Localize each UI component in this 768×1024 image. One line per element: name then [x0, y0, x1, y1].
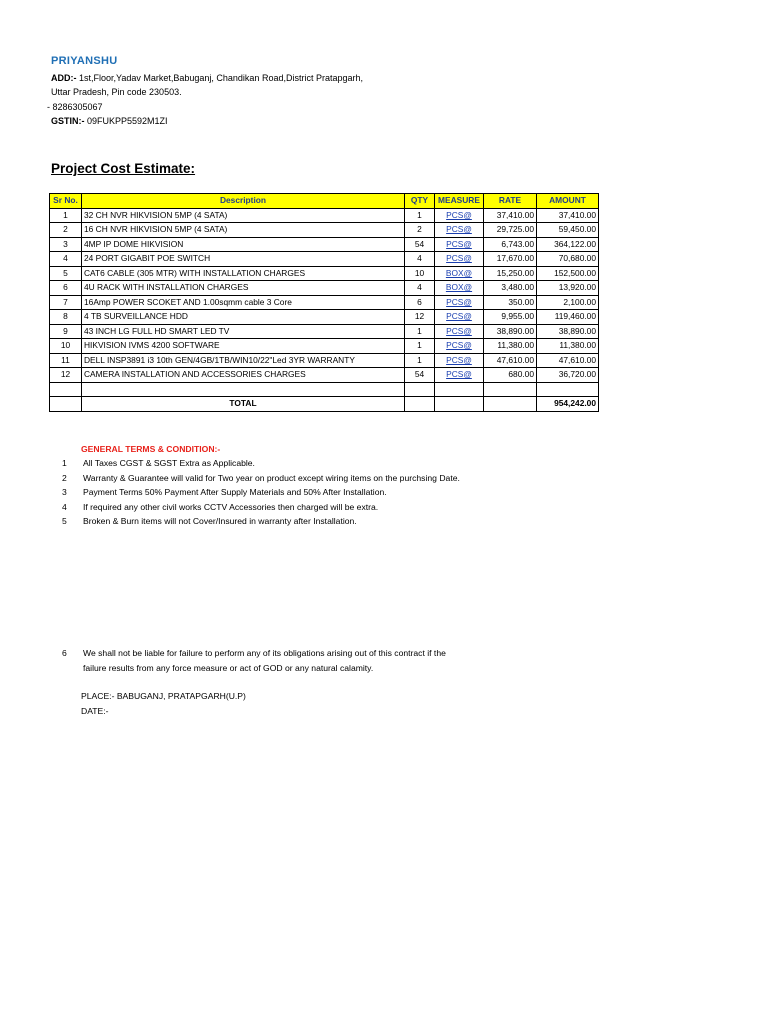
cell-sr: 8: [50, 310, 82, 325]
empty-cell: [435, 396, 484, 411]
cell-measure-link[interactable]: PCS@: [435, 339, 484, 354]
empty-cell: [484, 396, 537, 411]
cell-qty: 1: [405, 324, 435, 339]
cell-qty: 10: [405, 266, 435, 281]
column-header-sr: Sr No.: [50, 194, 82, 209]
column-header-amount: AMOUNT: [537, 194, 599, 209]
table-header-row: [50, 194, 599, 209]
table-row: [50, 324, 599, 339]
term-number: 6: [62, 648, 67, 658]
table-row: [50, 339, 599, 354]
cell-qty: 12: [405, 310, 435, 325]
cell-rate: 9,955.00: [484, 310, 537, 325]
date-line: DATE:-: [81, 706, 109, 716]
cell-rate: 38,890.00: [484, 324, 537, 339]
cell-measure-link[interactable]: BOX@: [435, 281, 484, 296]
cell-amount: 59,450.00: [537, 223, 599, 238]
empty-cell: [82, 382, 405, 396]
cell-measure-link[interactable]: PCS@: [435, 368, 484, 383]
cell-qty: 1: [405, 353, 435, 368]
table-row: [50, 223, 599, 238]
address-line-2: Uttar Pradesh, Pin code 230503.: [51, 87, 182, 97]
cell-sr: 3: [50, 237, 82, 252]
cell-sr: 6: [50, 281, 82, 296]
terms-title: GENERAL TERMS & CONDITION:-: [81, 444, 221, 454]
term-text: Payment Terms 50% Payment After Supply Materials and 50% After Installation.: [83, 487, 387, 497]
page-title: Project Cost Estimate:: [51, 161, 196, 176]
cell-qty: 54: [405, 237, 435, 252]
cell-rate: 15,250.00: [484, 266, 537, 281]
cell-qty: 4: [405, 281, 435, 296]
term-text: We shall not be liable for failure to perform any of its obligations arising out of this contract if the: [83, 648, 446, 658]
cell-qty: 4: [405, 252, 435, 267]
column-header-rate: RATE: [484, 194, 537, 209]
table-row: [50, 368, 599, 383]
total-label: TOTAL: [82, 396, 405, 411]
cell-sr: 11: [50, 353, 82, 368]
cell-measure-link[interactable]: PCS@: [435, 237, 484, 252]
term-number: 4: [62, 502, 67, 512]
cell-description: 16 CH NVR HIKVISION 5MP (4 SATA): [82, 223, 405, 238]
table-empty-row: [50, 382, 599, 396]
address-label: ADD:-: [51, 73, 77, 83]
empty-cell: [484, 382, 537, 396]
term-text-continued: failure results from any force measure or act of GOD or any natural calamity.: [83, 663, 374, 673]
cell-measure-link[interactable]: PCS@: [435, 353, 484, 368]
empty-cell: [435, 382, 484, 396]
cell-rate: 6,743.00: [484, 237, 537, 252]
term-text: Warranty & Guarantee will valid for Two year on product except wiring items on the purchsing Date.: [83, 473, 460, 483]
cell-sr: 5: [50, 266, 82, 281]
table-row: [50, 266, 599, 281]
cell-rate: 29,725.00: [484, 223, 537, 238]
empty-cell: [50, 396, 82, 411]
address-text-1: 1st,Floor,Yadav Market,Babuganj, Chandikan Road,District Pratapgarh,: [76, 73, 363, 83]
cell-description: 24 PORT GIGABIT POE SWITCH: [82, 252, 405, 267]
cell-qty: 2: [405, 223, 435, 238]
cell-rate: 17,670.00: [484, 252, 537, 267]
cell-measure-link[interactable]: PCS@: [435, 324, 484, 339]
column-header-qty: QTY: [405, 194, 435, 209]
table-row: [50, 310, 599, 325]
cell-description: CAMERA INSTALLATION AND ACCESSORIES CHARGES: [82, 368, 405, 383]
table-row: [50, 208, 599, 223]
cell-rate: 3,480.00: [484, 281, 537, 296]
term-number: 3: [62, 487, 67, 497]
term-text: If required any other civil works CCTV Accessories then charged will be extra.: [83, 502, 379, 512]
cell-amount: 47,610.00: [537, 353, 599, 368]
empty-cell: [405, 396, 435, 411]
gstin-value: 09FUKPP5592M1ZI: [84, 116, 168, 126]
company-name: PRIYANSHU: [51, 55, 118, 67]
address-line-1: [51, 72, 363, 85]
cell-qty: 54: [405, 368, 435, 383]
empty-cell: [537, 382, 599, 396]
cell-rate: 350.00: [484, 295, 537, 310]
cell-description: DELL INSP3891 i3 10th GEN/4GB/1TB/WIN10/22"Led 3YR WARRANTY: [82, 353, 405, 368]
cell-measure-link[interactable]: PCS@: [435, 208, 484, 223]
term-text: All Taxes CGST & SGST Extra as Applicable.: [83, 458, 255, 468]
cell-qty: 1: [405, 208, 435, 223]
term-number: 1: [62, 458, 67, 468]
empty-cell: [50, 382, 82, 396]
table-row: [50, 237, 599, 252]
cell-qty: 1: [405, 339, 435, 354]
column-header-description: Description: [82, 194, 405, 209]
cell-sr: 1: [50, 208, 82, 223]
cell-sr: 12: [50, 368, 82, 383]
table-row: [50, 295, 599, 310]
cell-sr: 9: [50, 324, 82, 339]
cell-description: 4U RACK WITH INSTALLATION CHARGES: [82, 281, 405, 296]
cell-description: HIKVISION IVMS 4200 SOFTWARE: [82, 339, 405, 354]
cell-description: CAT6 CABLE (305 MTR) WITH INSTALLATION CHARGES: [82, 266, 405, 281]
cell-amount: 152,500.00: [537, 266, 599, 281]
cell-amount: 2,100.00: [537, 295, 599, 310]
cell-amount: 364,122.00: [537, 237, 599, 252]
term-text: Broken & Burn items will not Cover/Insured in warranty after Installation.: [83, 516, 357, 526]
table-total-row: [50, 396, 599, 411]
cell-measure-link[interactable]: PCS@: [435, 310, 484, 325]
cell-measure-link[interactable]: PCS@: [435, 295, 484, 310]
cost-estimate-table: [49, 193, 599, 412]
cell-qty: 6: [405, 295, 435, 310]
cell-rate: 37,410.00: [484, 208, 537, 223]
cell-rate: 680.00: [484, 368, 537, 383]
cell-measure-link[interactable]: PCS@: [435, 223, 484, 238]
place-line: PLACE:- BABUGANJ, PRATAPGARH(U.P): [81, 691, 246, 701]
column-header-measure: MEASURE: [435, 194, 484, 209]
cell-rate: 11,380.00: [484, 339, 537, 354]
cell-sr: 4: [50, 252, 82, 267]
table-row: [50, 252, 599, 267]
table-row: [50, 281, 599, 296]
cell-sr: 2: [50, 223, 82, 238]
cell-description: 4MP IP DOME HIKVISION: [82, 237, 405, 252]
term-number: 5: [62, 516, 67, 526]
cell-amount: 13,920.00: [537, 281, 599, 296]
cell-amount: 37,410.00: [537, 208, 599, 223]
cell-description: 43 INCH LG FULL HD SMART LED TV: [82, 324, 405, 339]
cell-sr: 7: [50, 295, 82, 310]
cell-description: 4 TB SURVEILLANCE HDD: [82, 310, 405, 325]
total-amount: 954,242.00: [537, 396, 599, 411]
cell-amount: 119,460.00: [537, 310, 599, 325]
table-row: [50, 353, 599, 368]
cell-amount: 70,680.00: [537, 252, 599, 267]
cell-amount: 38,890.00: [537, 324, 599, 339]
empty-cell: [405, 382, 435, 396]
phone-number: - 8286305067: [47, 102, 103, 112]
cell-measure-link[interactable]: BOX@: [435, 266, 484, 281]
cell-amount: 36,720.00: [537, 368, 599, 383]
gstin-label: GSTIN:-: [51, 116, 85, 126]
term-number: 2: [62, 473, 67, 483]
gstin-line: [51, 115, 168, 128]
cell-measure-link[interactable]: PCS@: [435, 252, 484, 267]
cell-description: 32 CH NVR HIKVISION 5MP (4 SATA): [82, 208, 405, 223]
cell-rate: 47,610.00: [484, 353, 537, 368]
cell-sr: 10: [50, 339, 82, 354]
cell-description: 16Amp POWER SCOKET AND 1.00sqmm cable 3 Core: [82, 295, 405, 310]
cell-amount: 11,380.00: [537, 339, 599, 354]
